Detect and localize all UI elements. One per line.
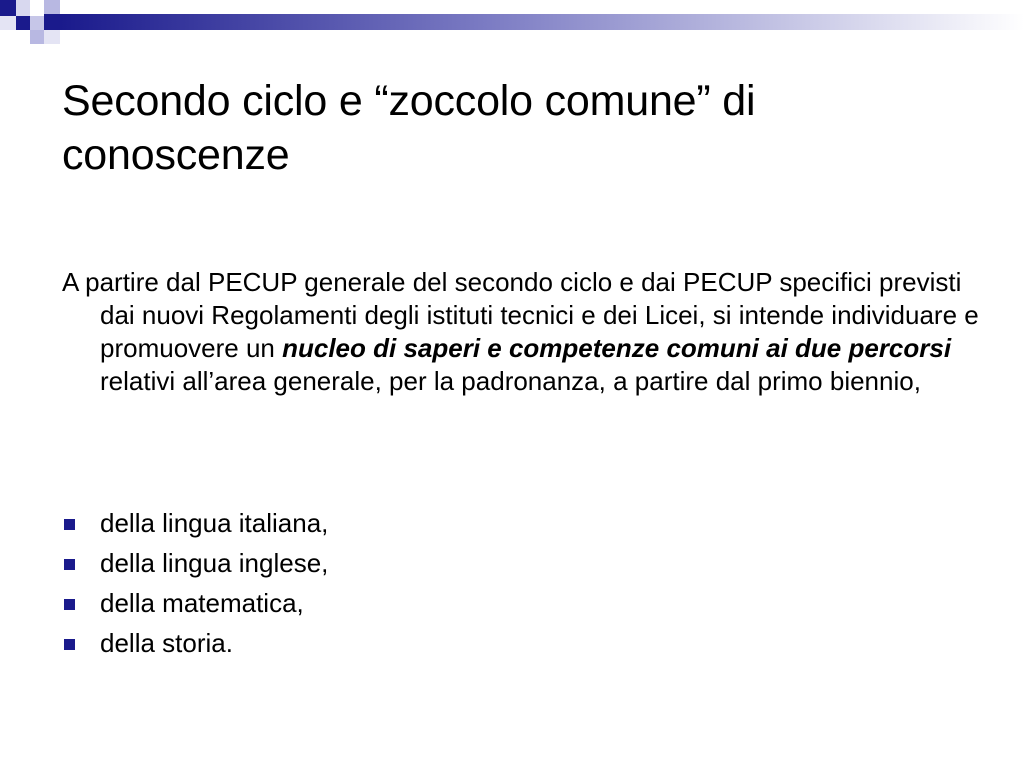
square-bullet-icon [64, 519, 75, 530]
intro-text-after: relativi all’area generale, per la padronanza, a partire dal primo biennio, [100, 366, 921, 396]
square-bullet-icon [64, 639, 75, 650]
list-item [62, 590, 862, 616]
square-bullet-icon [64, 559, 75, 570]
list-item-text: della lingua italiana, [100, 508, 329, 538]
list-item-text: della storia. [100, 628, 233, 658]
intro-text-before: A partire dal PECUP generale del secondo ciclo e dai PECUP specifici previsti dai nuovi Regolamenti degli istituti tecnici e dei Licei, si intende individuare e promuovere un [62, 267, 979, 363]
list-item [62, 510, 862, 536]
intro-paragraph [62, 266, 1000, 398]
header-gradient-graphic [0, 0, 1024, 52]
intro-emphasis: nucleo di saperi e competenze comuni ai due percorsi [282, 333, 952, 363]
list-item-text: della matematica, [100, 588, 304, 618]
slide-title: Secondo ciclo e “zoccolo comune” di conoscenze [62, 77, 756, 179]
list-item [62, 550, 862, 576]
square-bullet-icon [64, 599, 75, 610]
subject-list [62, 510, 862, 670]
list-item-text: della lingua inglese, [100, 548, 329, 578]
header-decoration [0, 0, 1024, 52]
list-item [62, 630, 862, 656]
